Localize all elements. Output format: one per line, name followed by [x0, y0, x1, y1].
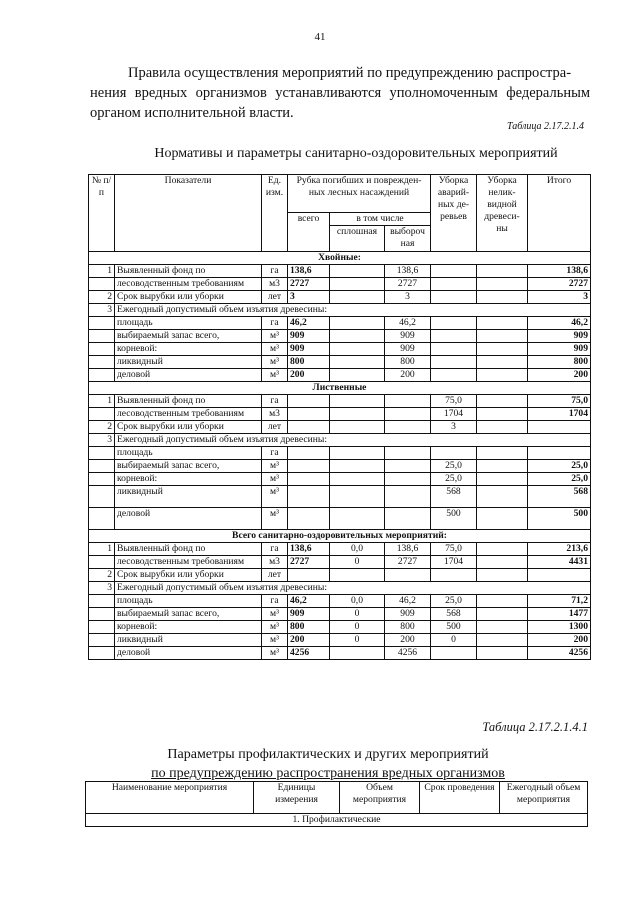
- cell-clear: [330, 356, 385, 369]
- cell-n: [89, 634, 115, 647]
- cell-em: 3: [431, 421, 477, 434]
- header-illiquid: Уборка нелик- видной древеси- ны: [477, 175, 528, 252]
- table-row: [89, 421, 591, 434]
- page-number: 41: [314, 31, 326, 43]
- table-row: [89, 460, 591, 473]
- table-row: [89, 408, 591, 421]
- cell-unit: га: [262, 395, 288, 408]
- cell-sel: [385, 421, 431, 434]
- table-ref-2: Таблица 2.17.2.1.4.1: [482, 720, 588, 734]
- preventive-section-row: [86, 814, 588, 827]
- cell-unit: м³: [262, 647, 288, 660]
- cell-label: площадь: [115, 317, 262, 330]
- preventive-measures-table: [85, 781, 588, 827]
- table-row: [89, 343, 591, 356]
- table-row: [89, 508, 591, 530]
- cell-sel: 800: [385, 621, 431, 634]
- cell-ill: [477, 460, 528, 473]
- cell-all: [288, 569, 330, 582]
- cell-ill: [477, 508, 528, 530]
- cell-label: Ежегодный допустимый объем изъятия древесины:: [115, 434, 591, 447]
- cell-n: 1: [89, 395, 115, 408]
- header-row-1: [89, 175, 591, 213]
- section-row: [89, 382, 591, 395]
- cell-label: корневой:: [115, 621, 262, 634]
- cell-total: 3: [528, 291, 591, 304]
- header-num: № п/п: [89, 175, 115, 252]
- table-row: [89, 395, 591, 408]
- cell-all: 800: [288, 621, 330, 634]
- cell-ill: [477, 291, 528, 304]
- cell-sel: [385, 473, 431, 486]
- cell-clear: [330, 486, 385, 508]
- cell-n: [89, 608, 115, 621]
- cell-unit: м³: [262, 473, 288, 486]
- cell-ill: [477, 543, 528, 556]
- cell-clear: 0,0: [330, 595, 385, 608]
- cell-total: 25,0: [528, 460, 591, 473]
- cell-n: 2: [89, 421, 115, 434]
- cell-n: [89, 460, 115, 473]
- cell-ill: [477, 395, 528, 408]
- cell-all: 2727: [288, 556, 330, 569]
- cell-all: 200: [288, 634, 330, 647]
- cell-n: [89, 647, 115, 660]
- cell-sel: 200: [385, 369, 431, 382]
- cell-em: 25,0: [431, 473, 477, 486]
- cell-total: 200: [528, 634, 591, 647]
- cell-unit: м³: [262, 369, 288, 382]
- cell-total: 1300: [528, 621, 591, 634]
- cell-clear: 0,0: [330, 543, 385, 556]
- cell-label: лесоводственным требованиям: [115, 408, 262, 421]
- cell-sel: 200: [385, 634, 431, 647]
- cell-em: 568: [431, 608, 477, 621]
- table-row: [89, 621, 591, 634]
- cell-em: [431, 569, 477, 582]
- preventive-header-term: Срок проведения: [420, 782, 500, 814]
- cell-clear: [330, 647, 385, 660]
- cell-unit: м³: [262, 460, 288, 473]
- cell-ill: [477, 330, 528, 343]
- cell-em: [431, 369, 477, 382]
- header-incl: в том числе: [330, 213, 431, 226]
- cell-sel: 909: [385, 330, 431, 343]
- cell-all: [288, 460, 330, 473]
- cell-clear: [330, 421, 385, 434]
- cell-clear: 0: [330, 634, 385, 647]
- table-row: [89, 265, 591, 278]
- preventive-header-name: Наименование мероприятия: [86, 782, 254, 814]
- table-row: [89, 473, 591, 486]
- table-row: [89, 317, 591, 330]
- header-clear: сплошная: [330, 226, 385, 252]
- cell-total: 909: [528, 343, 591, 356]
- cell-all: [288, 421, 330, 434]
- cell-total: 25,0: [528, 473, 591, 486]
- cell-total: 4431: [528, 556, 591, 569]
- cell-ill: [477, 647, 528, 660]
- cell-n: [89, 408, 115, 421]
- cell-label: ликвидный: [115, 634, 262, 647]
- cell-label: Выявленный фонд по: [115, 395, 262, 408]
- cell-clear: [330, 508, 385, 530]
- cell-sel: 2727: [385, 278, 431, 291]
- cell-sel: 46,2: [385, 595, 431, 608]
- cell-unit: м³: [262, 356, 288, 369]
- cell-total: 568: [528, 486, 591, 508]
- cell-ill: [477, 486, 528, 508]
- section-row: [89, 530, 591, 543]
- cell-em: 1704: [431, 408, 477, 421]
- cell-ill: [477, 569, 528, 582]
- cell-sel: [385, 408, 431, 421]
- cell-total: 1704: [528, 408, 591, 421]
- cell-ill: [477, 408, 528, 421]
- cell-unit: га: [262, 543, 288, 556]
- cell-label: Срок вырубки или уборки: [115, 291, 262, 304]
- cell-clear: [330, 460, 385, 473]
- cell-label: Выявленный фонд по: [115, 543, 262, 556]
- cell-unit: м³: [262, 343, 288, 356]
- cell-total: 71,2: [528, 595, 591, 608]
- cell-label: площадь: [115, 595, 262, 608]
- cell-n: 2: [89, 569, 115, 582]
- cell-ill: [477, 317, 528, 330]
- header-unit: Ед. изм.: [262, 175, 288, 252]
- cell-all: 200: [288, 369, 330, 382]
- table-row: [89, 608, 591, 621]
- cell-clear: [330, 343, 385, 356]
- cell-em: 568: [431, 486, 477, 508]
- cell-sel: [385, 460, 431, 473]
- cell-total: 138,6: [528, 265, 591, 278]
- sanitary-measures-table: [88, 174, 591, 660]
- cell-em: 500: [431, 621, 477, 634]
- section-row: [89, 252, 591, 265]
- cell-sel: [385, 486, 431, 508]
- cell-all: 909: [288, 608, 330, 621]
- cell-label: выбираемый запас всего,: [115, 460, 262, 473]
- cell-label: деловой: [115, 369, 262, 382]
- cell-all: 909: [288, 330, 330, 343]
- cell-all: [288, 486, 330, 508]
- cell-clear: 0: [330, 621, 385, 634]
- cell-ill: [477, 343, 528, 356]
- preventive-section-label: 1. Профилактические: [86, 814, 588, 827]
- header-indicators: Показатели: [115, 175, 262, 252]
- cell-em: 75,0: [431, 395, 477, 408]
- cell-n: [89, 278, 115, 291]
- cell-all: [288, 447, 330, 460]
- preventive-header-row: [86, 782, 588, 814]
- header-felling: Рубка погибших и поврежден- ных лесных насаждений: [288, 175, 431, 213]
- table-row: [89, 356, 591, 369]
- cell-ill: [477, 369, 528, 382]
- intro-line-1: Правила осуществления мероприятий по предупреждению распростра-: [128, 65, 572, 81]
- cell-label: лесоводственным требованиям: [115, 278, 262, 291]
- cell-sel: 3: [385, 291, 431, 304]
- table-row: [89, 278, 591, 291]
- cell-clear: [330, 569, 385, 582]
- intro-paragraph: [90, 63, 590, 123]
- cell-all: [288, 508, 330, 530]
- cell-sel: [385, 508, 431, 530]
- cell-ill: [477, 621, 528, 634]
- cell-all: 138,6: [288, 543, 330, 556]
- cell-ill: [477, 634, 528, 647]
- cell-em: [431, 265, 477, 278]
- table-row: [89, 486, 591, 508]
- cell-em: [431, 330, 477, 343]
- cell-label: корневой:: [115, 343, 262, 356]
- cell-unit: лет: [262, 569, 288, 582]
- sanitary-table-body: [89, 175, 591, 660]
- cell-all: 909: [288, 343, 330, 356]
- cell-unit: м3: [262, 278, 288, 291]
- cell-ill: [477, 556, 528, 569]
- cell-unit: м3: [262, 408, 288, 421]
- cell-ill: [477, 356, 528, 369]
- table-row: [89, 369, 591, 382]
- header-all: всего: [288, 213, 330, 252]
- section-title: Лиственные: [89, 382, 591, 395]
- cell-n: [89, 486, 115, 508]
- cell-total: [528, 569, 591, 582]
- cell-total: 4256: [528, 647, 591, 660]
- cell-sel: 800: [385, 356, 431, 369]
- cell-clear: [330, 395, 385, 408]
- cell-clear: [330, 369, 385, 382]
- cell-unit: м³: [262, 621, 288, 634]
- table-title-2: [8, 745, 640, 783]
- cell-em: 25,0: [431, 460, 477, 473]
- cell-clear: [330, 330, 385, 343]
- cell-all: 46,2: [288, 317, 330, 330]
- cell-n: 3: [89, 304, 115, 317]
- cell-sel: 909: [385, 608, 431, 621]
- cell-unit: лет: [262, 291, 288, 304]
- table-title-1: Нормативы и параметры санитарно-оздоровительных мероприятий: [154, 146, 558, 161]
- cell-ill: [477, 421, 528, 434]
- cell-label: площадь: [115, 447, 262, 460]
- cell-sel: 46,2: [385, 317, 431, 330]
- table-title-2-line-1: Параметры профилактических и других мероприятий: [167, 747, 489, 762]
- cell-label: корневой:: [115, 473, 262, 486]
- cell-unit: га: [262, 595, 288, 608]
- cell-label: Выявленный фонд по: [115, 265, 262, 278]
- table-row: [89, 330, 591, 343]
- cell-all: 2727: [288, 278, 330, 291]
- table-ref-1: Таблица 2.17.2.1.4: [507, 121, 584, 132]
- cell-em: [431, 317, 477, 330]
- cell-label: Ежегодный допустимый объем изъятия древесины:: [115, 582, 591, 595]
- cell-n: [89, 508, 115, 530]
- cell-clear: [330, 291, 385, 304]
- cell-em: [431, 356, 477, 369]
- intro-line-rest: нения вредных организмов устанавливаются уполномоченным федеральным органом исполнительной власти.: [90, 85, 590, 121]
- table-row: [89, 304, 591, 317]
- cell-em: [431, 343, 477, 356]
- cell-n: 3: [89, 582, 115, 595]
- cell-all: 46,2: [288, 595, 330, 608]
- cell-n: 1: [89, 265, 115, 278]
- cell-total: 75,0: [528, 395, 591, 408]
- cell-total: 2727: [528, 278, 591, 291]
- cell-em: 75,0: [431, 543, 477, 556]
- preventive-header-unit: Единицы измерения: [254, 782, 340, 814]
- table-row: [89, 543, 591, 556]
- cell-total: [528, 421, 591, 434]
- cell-clear: [330, 317, 385, 330]
- cell-ill: [477, 265, 528, 278]
- cell-label: ликвидный: [115, 356, 262, 369]
- table-row: [89, 556, 591, 569]
- cell-unit: лет: [262, 421, 288, 434]
- cell-all: 800: [288, 356, 330, 369]
- cell-sel: 138,6: [385, 543, 431, 556]
- cell-n: 2: [89, 291, 115, 304]
- cell-sel: 4256: [385, 647, 431, 660]
- cell-n: [89, 356, 115, 369]
- cell-clear: [330, 447, 385, 460]
- cell-ill: [477, 447, 528, 460]
- header-total: Итого: [528, 175, 591, 252]
- table-row: [89, 582, 591, 595]
- cell-label: деловой: [115, 508, 262, 530]
- cell-em: 500: [431, 508, 477, 530]
- cell-unit: м³: [262, 508, 288, 530]
- cell-total: 200: [528, 369, 591, 382]
- cell-ill: [477, 595, 528, 608]
- cell-all: 138,6: [288, 265, 330, 278]
- cell-unit: м³: [262, 634, 288, 647]
- cell-em: [431, 647, 477, 660]
- cell-all: [288, 473, 330, 486]
- table-row: [89, 647, 591, 660]
- cell-n: [89, 330, 115, 343]
- cell-em: 0: [431, 634, 477, 647]
- cell-total: 213,6: [528, 543, 591, 556]
- cell-em: 1704: [431, 556, 477, 569]
- table-row: [89, 434, 591, 447]
- cell-clear: [330, 473, 385, 486]
- preventive-header-annual: Ежегодный объем мероприятия: [500, 782, 588, 814]
- table-row: [89, 595, 591, 608]
- cell-em: [431, 291, 477, 304]
- header-emergency: Уборка аварий- ных де- ревьев: [431, 175, 477, 252]
- cell-label: ликвидный: [115, 486, 262, 508]
- cell-n: [89, 447, 115, 460]
- section-title: Всего санитарно-оздоровительных мероприятий:: [89, 530, 591, 543]
- cell-em: [431, 447, 477, 460]
- cell-n: [89, 595, 115, 608]
- cell-n: [89, 473, 115, 486]
- cell-total: 800: [528, 356, 591, 369]
- cell-unit: м3: [262, 556, 288, 569]
- cell-n: [89, 343, 115, 356]
- preventive-header-volume: Объем мероприятия: [340, 782, 420, 814]
- cell-ill: [477, 473, 528, 486]
- cell-em: 25,0: [431, 595, 477, 608]
- cell-n: [89, 369, 115, 382]
- table-row: [89, 569, 591, 582]
- cell-label: выбираемый запас всего,: [115, 608, 262, 621]
- cell-sel: 138,6: [385, 265, 431, 278]
- section-title: Хвойные:: [89, 252, 591, 265]
- cell-all: 4256: [288, 647, 330, 660]
- cell-n: [89, 621, 115, 634]
- cell-unit: м³: [262, 486, 288, 508]
- cell-label: выбираемый запас всего,: [115, 330, 262, 343]
- cell-total: 909: [528, 330, 591, 343]
- cell-unit: м³: [262, 330, 288, 343]
- cell-n: [89, 556, 115, 569]
- cell-label: лесоводственным требованиям: [115, 556, 262, 569]
- cell-label: деловой: [115, 647, 262, 660]
- cell-clear: 0: [330, 608, 385, 621]
- table-title-2-line-2: по предупреждению распространения вредных организмов: [151, 766, 505, 781]
- cell-sel: 2727: [385, 556, 431, 569]
- cell-clear: [330, 278, 385, 291]
- cell-total: 500: [528, 508, 591, 530]
- cell-em: [431, 278, 477, 291]
- cell-ill: [477, 608, 528, 621]
- cell-label: Срок вырубки или уборки: [115, 421, 262, 434]
- table-row: [89, 447, 591, 460]
- cell-unit: м³: [262, 608, 288, 621]
- table-row: [89, 634, 591, 647]
- cell-sel: [385, 569, 431, 582]
- cell-label: Ежегодный допустимый объем изъятия древесины:: [115, 304, 591, 317]
- cell-total: 46,2: [528, 317, 591, 330]
- cell-unit: га: [262, 265, 288, 278]
- cell-label: Срок вырубки или уборки: [115, 569, 262, 582]
- cell-unit: га: [262, 447, 288, 460]
- cell-n: [89, 317, 115, 330]
- cell-sel: [385, 447, 431, 460]
- cell-all: [288, 395, 330, 408]
- cell-all: [288, 408, 330, 421]
- cell-total: 1477: [528, 608, 591, 621]
- cell-clear: [330, 265, 385, 278]
- cell-clear: [330, 408, 385, 421]
- cell-clear: 0: [330, 556, 385, 569]
- header-selective: выбороч ная: [385, 226, 431, 252]
- cell-unit: га: [262, 317, 288, 330]
- cell-sel: [385, 395, 431, 408]
- cell-n: 1: [89, 543, 115, 556]
- cell-all: 3: [288, 291, 330, 304]
- cell-sel: 909: [385, 343, 431, 356]
- table-row: [89, 291, 591, 304]
- cell-n: 3: [89, 434, 115, 447]
- cell-total: [528, 447, 591, 460]
- cell-ill: [477, 278, 528, 291]
